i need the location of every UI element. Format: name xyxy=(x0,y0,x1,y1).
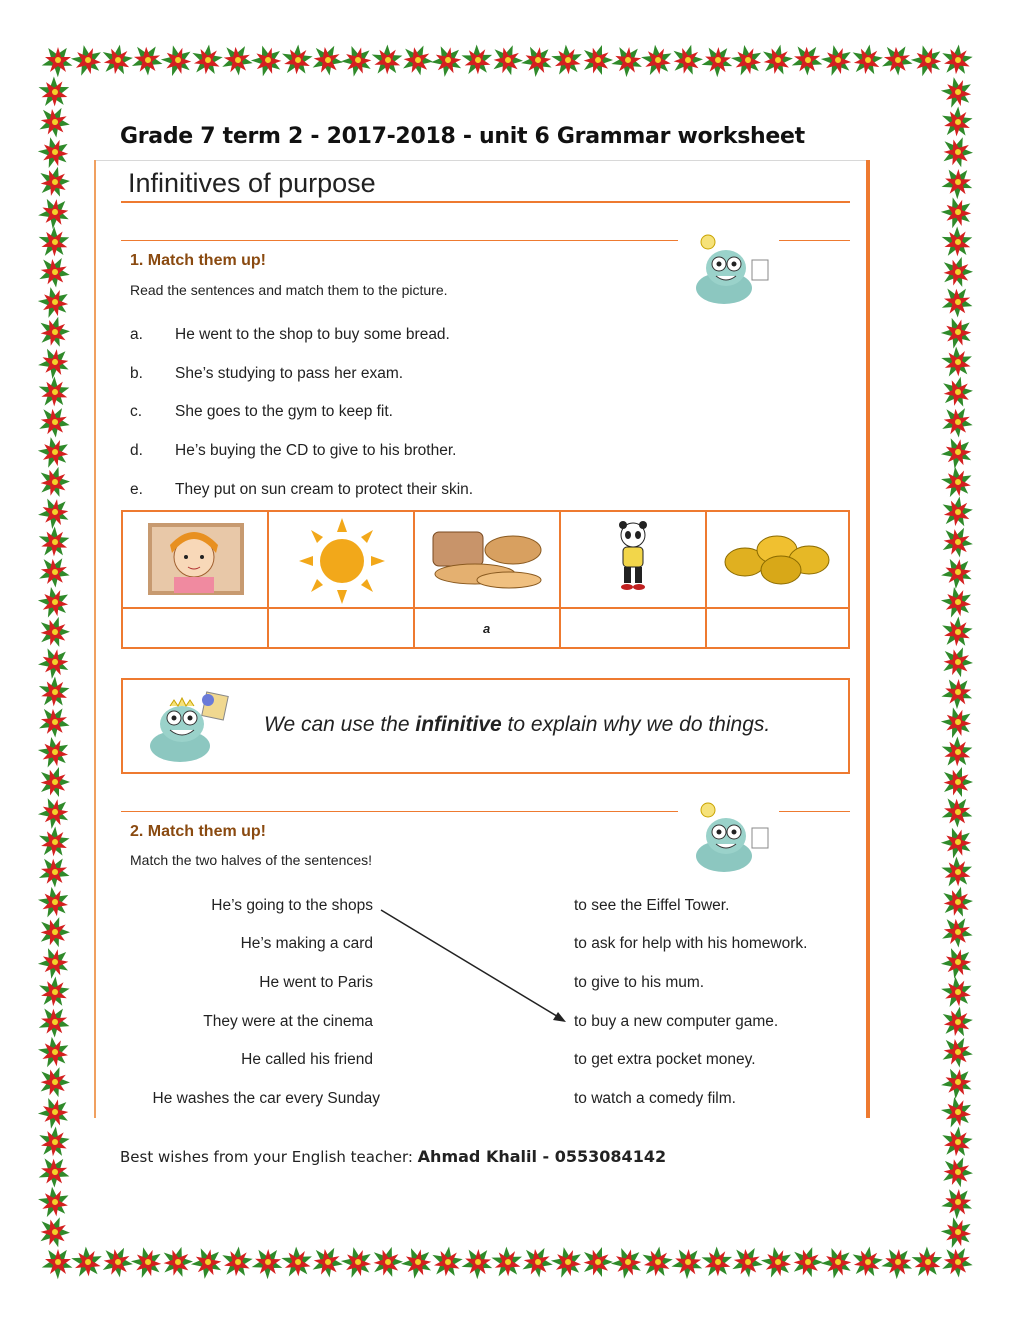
exercise1-rule-right xyxy=(779,240,850,241)
exercise1-rule-left xyxy=(121,240,678,241)
poinsettia-flower xyxy=(935,1058,982,1104)
sentence-letter: c. xyxy=(130,403,143,420)
poinsettia-flower xyxy=(932,786,984,838)
picture-cell xyxy=(413,510,561,609)
poinsettia-flower xyxy=(660,31,718,89)
poinsettia-flower xyxy=(29,996,82,1049)
poinsettia-flower xyxy=(29,695,83,749)
poinsettia-flower xyxy=(935,549,981,595)
right-half: to see the Eiffel Tower. xyxy=(574,897,730,914)
exercise2-instruction: Match the two halves of the sentences! xyxy=(130,852,373,868)
poinsettia-flower xyxy=(32,488,79,535)
right-half: to ask for help with his homework. xyxy=(574,935,808,952)
bread-icon xyxy=(427,526,547,592)
answer-cell[interactable] xyxy=(121,607,269,649)
poinsettia-flower xyxy=(937,670,980,713)
poinsettia-flower xyxy=(931,1024,986,1079)
heading-underline xyxy=(121,201,850,203)
poinsettia-flower xyxy=(424,36,472,84)
left-half: He washes the car every Sunday xyxy=(152,1090,380,1107)
footer: Best wishes from your English teacher: Ahmad Khalil - 0553084142 xyxy=(120,1147,667,1166)
sentence-text: He went to the shop to buy some bread. xyxy=(175,326,450,343)
poinsettia-flower xyxy=(515,36,562,82)
poinsettia-flower xyxy=(32,338,79,384)
answer-text: a xyxy=(483,621,491,636)
sentence-text: He’s buying the CD to give to his brother. xyxy=(175,442,457,459)
left-half: He called his friend xyxy=(241,1051,373,1068)
poinsettia-flower xyxy=(26,813,84,871)
studying-girl-icon xyxy=(148,523,244,595)
poinsettia-flower xyxy=(27,63,84,120)
right-half: to watch a comedy film. xyxy=(574,1090,736,1107)
sentence-letter: e. xyxy=(130,481,143,498)
poinsettia-flower xyxy=(247,1241,289,1283)
poinsettia-flower xyxy=(812,33,866,87)
poinsettia-flower xyxy=(931,395,985,449)
sheet-right-edge xyxy=(866,160,870,1118)
poinsettia-flower xyxy=(932,905,986,959)
left-half: They were at the cinema xyxy=(203,1013,373,1030)
poinsettia-flower xyxy=(929,31,987,89)
right-half: to get extra pocket money. xyxy=(574,1051,756,1068)
sheet-left-edge xyxy=(94,160,96,1118)
picture-cell xyxy=(267,510,415,609)
poinsettia-flower xyxy=(32,189,78,235)
poinsettia-flower xyxy=(936,1180,980,1224)
exercise2-title: 2. Match them up! xyxy=(130,823,267,840)
poinsettia-flower xyxy=(122,1235,175,1288)
poinsettia-flower xyxy=(26,663,84,721)
left-half: He’s making a card xyxy=(240,935,373,952)
exercise1-instruction: Read the sentences and match them to the picture. xyxy=(130,282,448,298)
exercise2-rule-right xyxy=(779,811,850,812)
mascot-icon xyxy=(684,800,774,880)
exercise2-rule-left xyxy=(121,811,678,812)
rule-text: We can use the infinitive to explain why we do things. xyxy=(264,713,771,736)
sentence-text: They put on sun cream to protect their skin. xyxy=(175,481,474,498)
gold-coins-icon xyxy=(723,528,837,588)
left-half: He’s going to the shops xyxy=(211,897,373,914)
sun-icon xyxy=(297,516,387,606)
picture-cell xyxy=(121,510,269,609)
poinsettia-flower xyxy=(29,1146,81,1198)
sentence-letter: b. xyxy=(130,365,143,382)
poinsettia-flower xyxy=(38,1241,79,1282)
poinsettia-flower xyxy=(38,39,79,80)
poinsettia-flower xyxy=(243,34,295,85)
answer-cell[interactable] xyxy=(705,607,850,649)
sentence-letter: a. xyxy=(130,326,143,343)
sheet-heading: Infinitives of purpose xyxy=(128,168,376,198)
answer-cell[interactable] xyxy=(267,607,415,649)
poinsettia-flower xyxy=(29,845,82,898)
page-title: Grade 7 term 2 - 2017-2018 - unit 6 Grammar worksheet xyxy=(120,124,805,149)
exercise1-title: 1. Match them up! xyxy=(130,252,267,269)
poinsettia-flower xyxy=(937,160,980,203)
poinsettia-flower xyxy=(333,35,383,85)
answer-cell[interactable] xyxy=(413,607,561,649)
poinsettia-flower xyxy=(457,1240,500,1283)
sentence-letter: d. xyxy=(130,442,143,459)
poinsettia-flower xyxy=(667,1240,710,1283)
poinsettia-flower xyxy=(931,1235,985,1289)
right-half: to buy a new computer game. xyxy=(574,1013,779,1030)
poinsettia-flower xyxy=(61,33,115,87)
sentence-text: She’s studying to pass her exam. xyxy=(175,365,404,382)
answer-cell[interactable] xyxy=(559,607,707,649)
poinsettia-flower xyxy=(721,32,776,87)
sheet-top-edge xyxy=(94,160,870,161)
poinsettia-flower xyxy=(902,34,954,86)
poinsettia-flower xyxy=(932,276,985,329)
picture-cell xyxy=(559,510,707,609)
right-half: to give to his mum. xyxy=(574,974,705,991)
mascot-teacher-icon xyxy=(140,688,240,768)
teacher-name: Ahmad Khalil - 0553084142 xyxy=(417,1147,667,1166)
picture-cell xyxy=(705,510,850,609)
poinsettia-flower xyxy=(26,1113,84,1171)
poinsettia-flower xyxy=(152,33,205,86)
sentence-text: She goes to the gym to keep fit. xyxy=(175,403,393,420)
poinsettia-flower xyxy=(697,38,740,81)
poinsettia-flower xyxy=(26,963,84,1021)
poinsettia-flower xyxy=(606,37,651,82)
poinsettia-flower xyxy=(876,1240,920,1284)
left-half: He went to Paris xyxy=(259,974,373,991)
rule-keyword: infinitive xyxy=(415,713,502,736)
panda-jogging-icon xyxy=(613,519,653,599)
poinsettia-flower xyxy=(28,395,82,449)
poinsettia-flower xyxy=(29,545,83,599)
mascot-icon xyxy=(684,232,774,312)
